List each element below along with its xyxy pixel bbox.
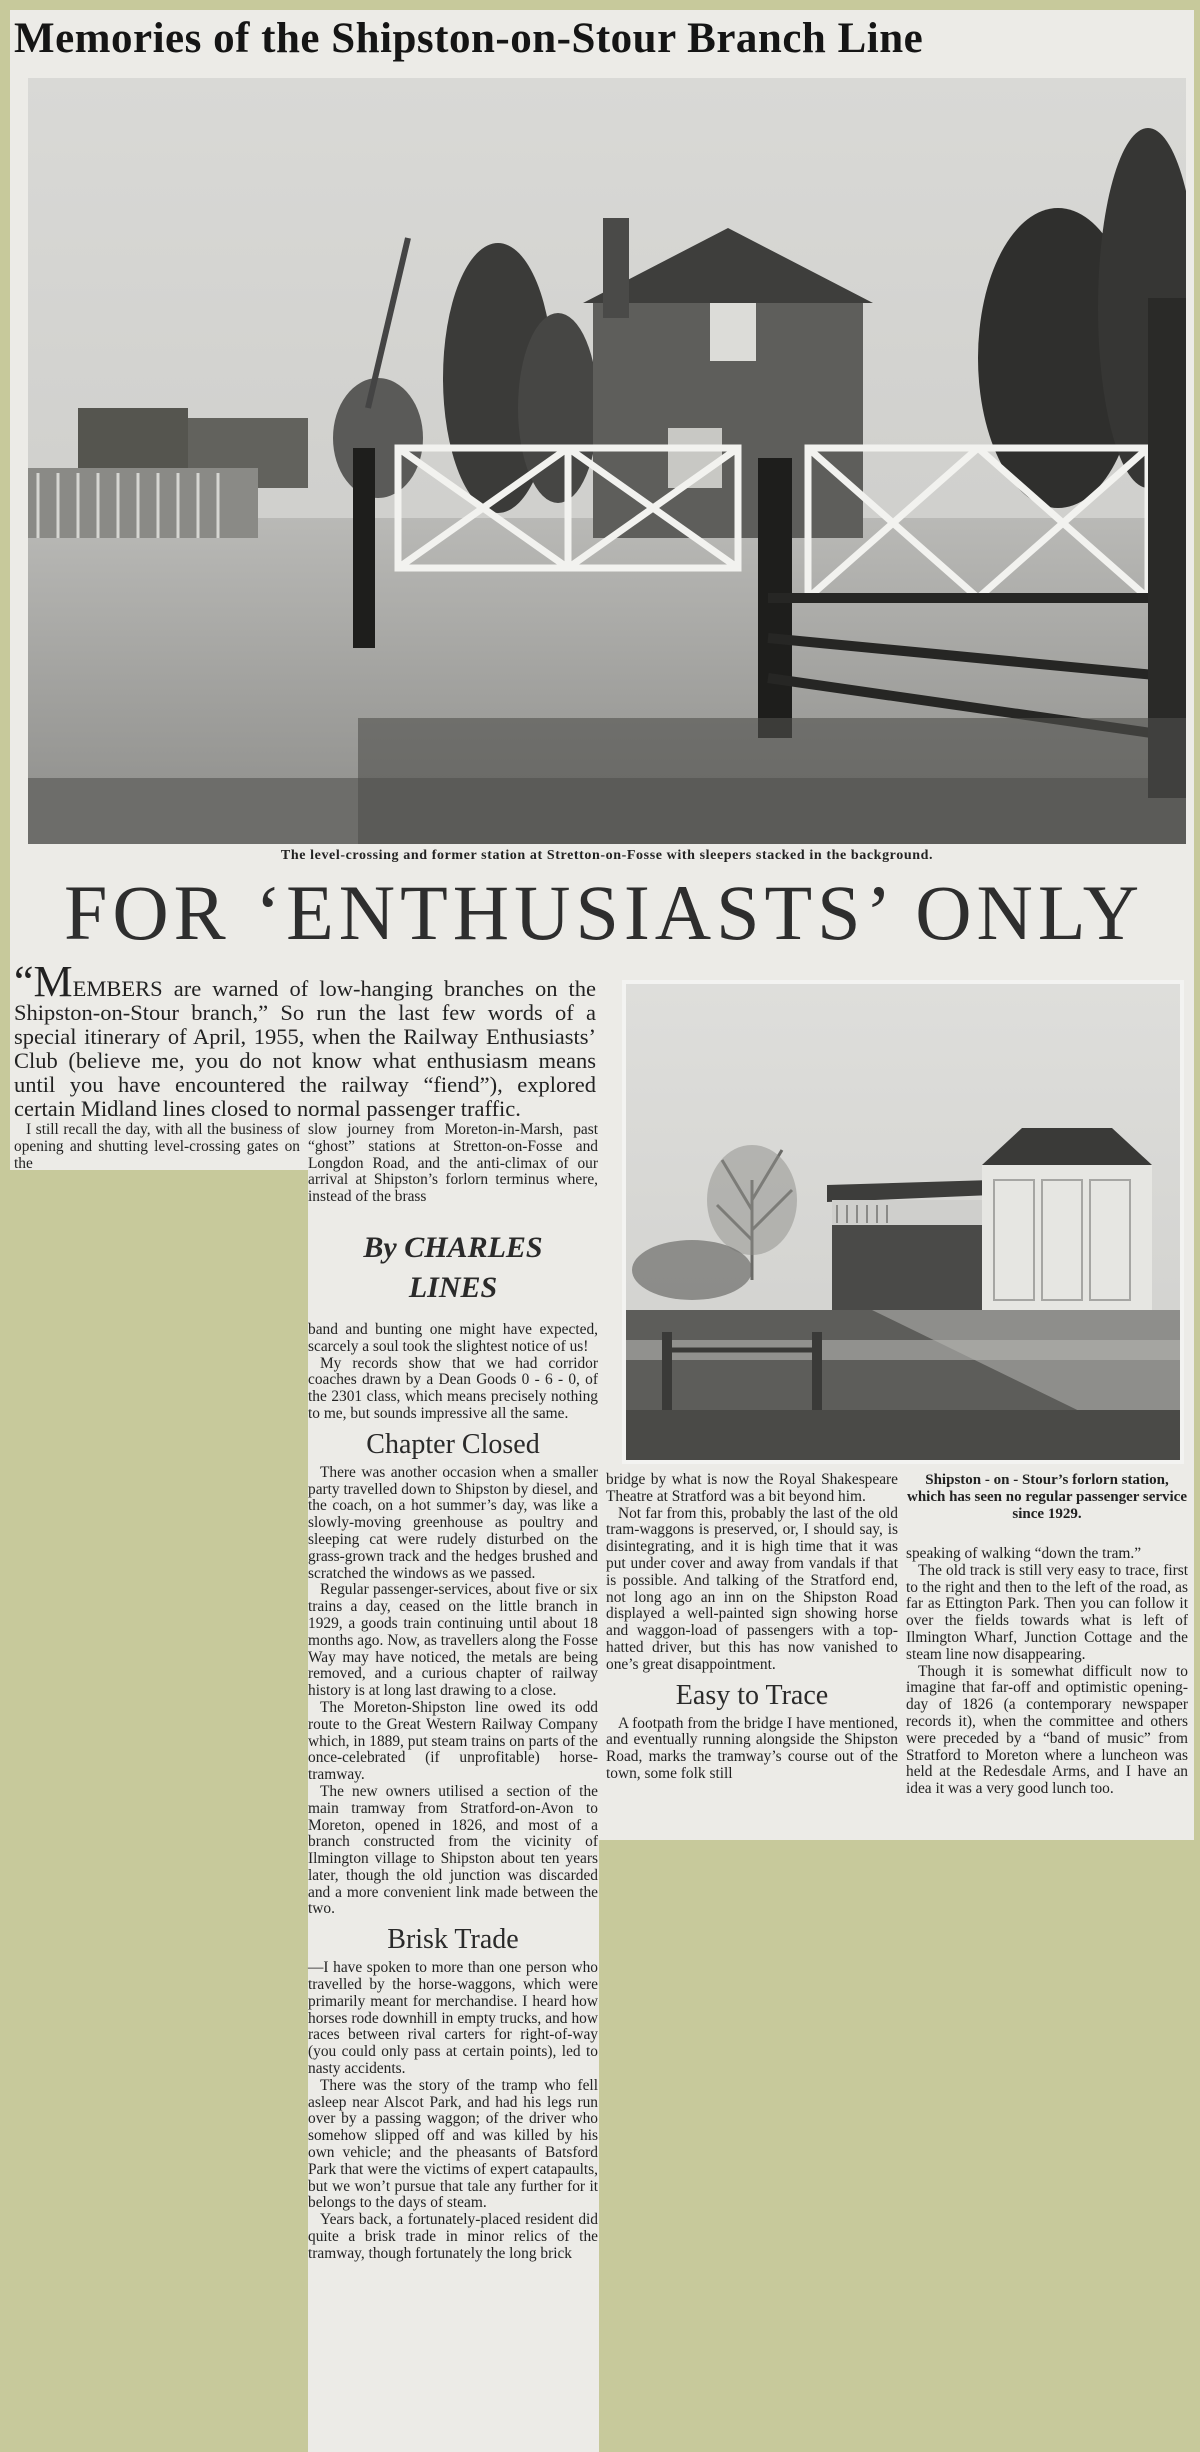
col2-paragraph: The Moreton-Shipston line owed its odd route to the Great Western Railway Company which, in 1889, put steam trains on parts of the once-celebrated (if unprofitable) horse-tramway.	[308, 1698, 598, 1784]
col2-paragraph: Regular passenger-services, about five or six trains a day, ceased on the little branch in 1929, a goods train continuing until about 18 months ago. Now, as travellers along the Fosse Way may have noticed, the metals are being removed, and a curious chapter of railway history is at long last drawing to a close.	[308, 1581, 598, 1700]
masthead-title: Memories of the Shipston-on-Stour Branch Line	[14, 15, 924, 62]
column-2	[308, 1122, 598, 2263]
headline: FOR ‘ENTHUSIASTS’ ONLY	[63, 869, 1145, 956]
col2-top-paragraph: slow journey from Moreton-in-Marsh, past “ghost” stations at Stretton-on-Fosse and Longdon Road, and the anti-climax of our arrival at Shipston’s forlorn terminus where, instead of the brass	[308, 1121, 598, 1206]
lead-text: EMBERS are warned of low-hanging branches on the Shipston-on-Stour branch,” So run the last few words of a special itinerary of April, 1955, when the Railway Enthusiasts’ Club (believe me, you do not know what enthusiasm means until you have encountered the railway “fiend”), explored certain Midland lines closed to normal passenger traffic.	[14, 976, 596, 1121]
column-3	[606, 1472, 898, 1783]
subheading-brisk-trade: Brisk Trade	[387, 1924, 519, 1956]
col4-paragraph: Though it is somewhat difficult now to imagine that far-off and optimistic opening-day of 1826 (a contemporary newspaper records it), when the committee and others were preceded by a “band of music” from Stratford to Moreton where a luncheon was held at the Redesdale Arms, and I have an idea it was a very good lunch too.	[906, 1662, 1188, 1798]
col1-paragraph: I still recall the day, with all the business of opening and shutting level-crossing gates on the	[14, 1121, 300, 1172]
photo2-caption: Shipston - on - Stour’s forlorn station, which has seen no regular passenger service since 1929.	[907, 1472, 1187, 1522]
lead-dropcap: “M	[14, 957, 73, 1006]
col4-paragraph: speaking of walking “down the tram.”	[906, 1545, 1142, 1562]
column-1	[14, 1122, 300, 1172]
col3-paragraph: A footpath from the bridge I have mentioned, and eventually running alongside the Shipston Road, marks the tramway’s course out of the town, some folk still	[606, 1714, 898, 1782]
col3-paragraph: Not far from this, probably the last of the old tram-waggons is preserved, or, I should say, is disintegrating, and it is high time that it was put under cover and away from vandals if that is possible. And talking of the Stratford end, not long ago an inn on the Shipston Road displayed a well-painted sign showing horse and waggon-load of passengers with a top-hatted driver, but this has now vanished to one’s great disappointment.	[606, 1504, 898, 1673]
col2-paragraph: —I have spoken to more than one person who travelled by the horse-waggons, which were primarily meant for merchandise. I heard how horses rode downhill in empty trucks, and how races between rival carters for right-of-way (you could only pass at certain points), led to nasty accidents.	[308, 1959, 598, 2078]
col2-paragraph: Years back, a fortunately-placed resident did quite a brisk trade in minor relics of the tramway, though fortunately the long brick	[308, 2211, 598, 2262]
byline-line2: LINES	[408, 1270, 498, 1304]
lead-paragraph	[14, 957, 596, 1121]
col2-paragraph: There was another occasion when a smaller party travelled down to Shipston by diesel, and the coach, on a hot summer’s day, was like a slowly-moving greenhouse as poultry and sleeping cat were rudely disturbed on the grass-grown track and the hedges brushed and scratched the windows as we passed.	[308, 1463, 598, 1582]
photo-shipston-station	[622, 980, 1184, 1464]
byline-line1: By CHARLES	[363, 1230, 543, 1264]
column-4	[906, 1546, 1188, 1798]
col2-paragraph: band and bunting one might have expected, scarcely a soul took the slightest notice of us!	[308, 1320, 598, 1355]
photo-level-crossing	[28, 78, 1186, 844]
subheading-chapter-closed: Chapter Closed	[366, 1428, 540, 1460]
col4-paragraph: The old track is still very easy to trace, first to the right and then to the left of the road, as far as Ettington Park. Then you can follow it over the fields towards what is left of Ilmington Wharf, Junction Cottage and the steam line now disappearing.	[906, 1561, 1188, 1663]
col2-paragraph: The new owners utilised a section of the main tramway from Stratford-on-Avon to Moreton, opened in 1826, and most of a branch constructed from the vicinity of Ilmington village to Shipston about ten years later, though the old junction was discarded and a more convenient link made between the two.	[308, 1782, 598, 1918]
col3-paragraph: bridge by what is now the Royal Shakespeare Theatre at Stratford was a bit beyond him.	[606, 1471, 898, 1505]
col2-paragraph: There was the story of the tramp who fell asleep near Alscot Park, and had his legs run over by a passing waggon; of the driver who somehow slipped off and was killed by his own vehicle; and the pheasants of Batsford Park that were the victims of expert catapaults, but we won’t pursue that tale any further for it belongs to the days of steam.	[308, 2076, 598, 2212]
col2-paragraph: My records show that we had corridor coaches drawn by a Dean Goods 0 - 6 - 0, of the 2301 class, which means precisely nothing to me, but sounds impressive all the same.	[308, 1354, 598, 1422]
subheading-easy-to-trace: Easy to Trace	[675, 1679, 829, 1711]
photo1-caption: The level-crossing and former station at Stretton-on-Fosse with sleepers stacked in the background.	[280, 848, 934, 863]
